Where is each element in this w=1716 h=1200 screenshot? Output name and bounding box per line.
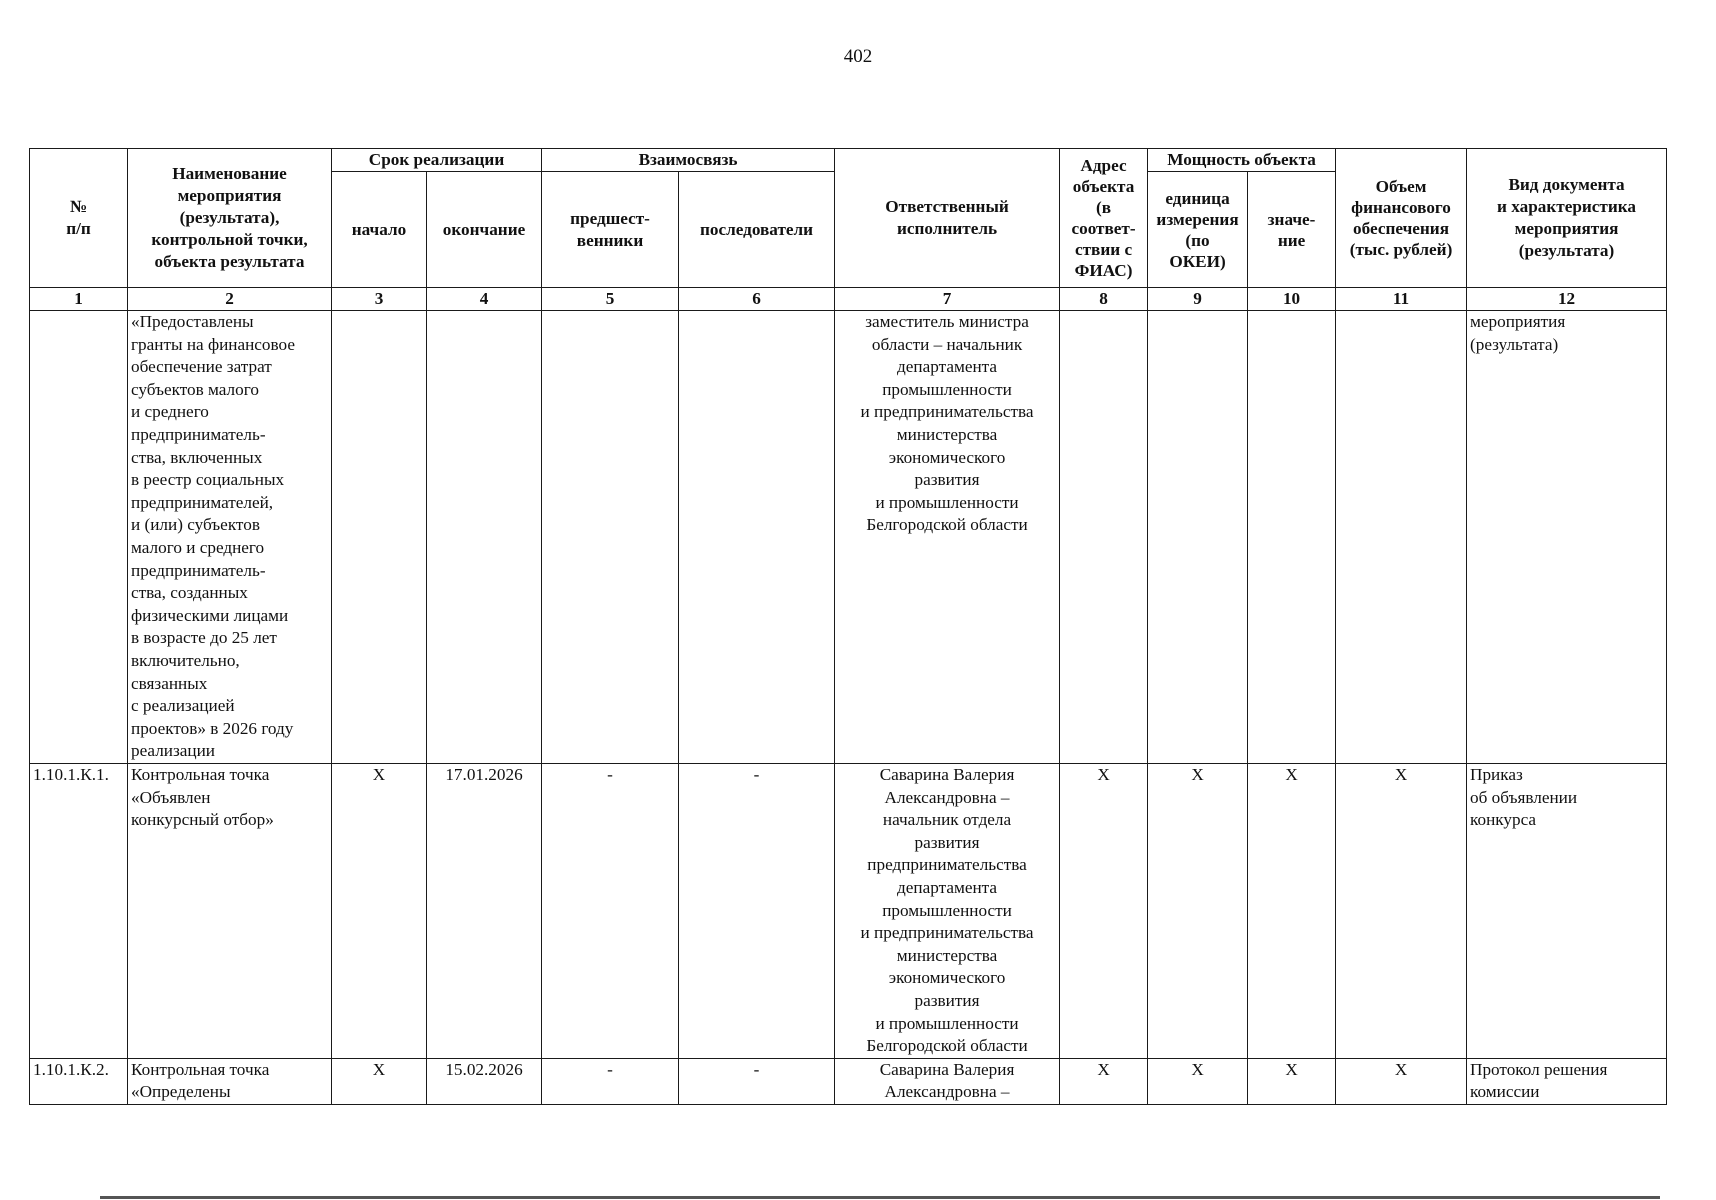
column-number: 10 (1248, 288, 1336, 311)
row-unit (1148, 311, 1248, 764)
row-doc-type: Приказ об объявлении конкурса (1467, 764, 1667, 1059)
row-predecessors: - (542, 764, 679, 1059)
row-start: X (332, 1058, 427, 1104)
row-unit: X (1148, 764, 1248, 1059)
row-executor: Саварина Валерия Александровна – начальник отдела развития предпринимательства департамента промышленности и предпринимательства министерства экономического развития и промышленности Белгородской области (835, 764, 1060, 1059)
row-name: «Предоставлены гранты на финансовое обеспечение затрат субъектов малого и среднего предприниматель- ства, включенных в реестр социальных предпринимателей, и (или) субъектов малого и среднего предприниматель- ства, созданных физическими лицами в возрасте до 25 лет включительно, связанных с реализацией проектов» в 2026 году реализации (128, 311, 332, 764)
header-predecessors: предшест- венники (542, 172, 679, 288)
row-predecessors: - (542, 1058, 679, 1104)
header-finance: Объем финансового обеспечения (тыс. рублей) (1336, 149, 1467, 288)
row-value: X (1248, 764, 1336, 1059)
column-numbers-row (30, 288, 1667, 311)
column-number: 2 (128, 288, 332, 311)
row-address: X (1060, 764, 1148, 1059)
header-num: № п/п (30, 149, 128, 288)
row-doc-type: мероприятия (результата) (1467, 311, 1667, 764)
column-number: 6 (679, 288, 835, 311)
column-number: 9 (1148, 288, 1248, 311)
row-start: X (332, 764, 427, 1059)
table-row (30, 764, 1667, 1059)
header-capacity-group: Мощность объекта (1148, 149, 1336, 172)
header-start: начало (332, 172, 427, 288)
row-successors: - (679, 764, 835, 1059)
header-unit: единица измерения (по ОКЕИ) (1148, 172, 1248, 288)
row-executor: Саварина Валерия Александровна – (835, 1058, 1060, 1104)
row-end (427, 311, 542, 764)
row-doc-type: Протокол решения комиссии (1467, 1058, 1667, 1104)
row-successors (679, 311, 835, 764)
column-number: 7 (835, 288, 1060, 311)
header-value: значе- ние (1248, 172, 1336, 288)
page-number: 402 (843, 46, 873, 67)
row-predecessors (542, 311, 679, 764)
row-executor: заместитель министра области – начальник департамента промышленности и предпринимательства министерства экономического развития и промышленности Белгородской области (835, 311, 1060, 764)
column-number: 12 (1467, 288, 1667, 311)
row-address: X (1060, 1058, 1148, 1104)
row-finance: X (1336, 764, 1467, 1059)
row-value: X (1248, 1058, 1336, 1104)
header-doc-type: Вид документа и характеристика мероприятия (результата) (1467, 149, 1667, 288)
column-number: 4 (427, 288, 542, 311)
header-period-group: Срок реализации (332, 149, 542, 172)
measures-table (29, 148, 1667, 1105)
row-name: Контрольная точка «Объявлен конкурсный отбор» (128, 764, 332, 1059)
scan-edge-line (100, 1196, 1660, 1199)
row-start (332, 311, 427, 764)
column-number: 5 (542, 288, 679, 311)
row-num: 1.10.1.К.1. (30, 764, 128, 1059)
row-value (1248, 311, 1336, 764)
header-name: Наименование мероприятия (результата), контрольной точки, объекта результата (128, 149, 332, 288)
row-num: 1.10.1.К.2. (30, 1058, 128, 1104)
table-row (30, 311, 1667, 764)
row-finance: X (1336, 1058, 1467, 1104)
row-successors: - (679, 1058, 835, 1104)
header-relation-group: Взаимосвязь (542, 149, 835, 172)
row-unit: X (1148, 1058, 1248, 1104)
header-end: окончание (427, 172, 542, 288)
row-end: 17.01.2026 (427, 764, 542, 1059)
table-row (30, 1058, 1667, 1104)
row-finance (1336, 311, 1467, 764)
row-name: Контрольная точка «Определены (128, 1058, 332, 1104)
column-number: 8 (1060, 288, 1148, 311)
row-address (1060, 311, 1148, 764)
column-number: 1 (30, 288, 128, 311)
header-address: Адрес объекта (в соответ- ствии с ФИАС) (1060, 149, 1148, 288)
row-end: 15.02.2026 (427, 1058, 542, 1104)
column-number: 11 (1336, 288, 1467, 311)
row-num (30, 311, 128, 764)
header-successors: последователи (679, 172, 835, 288)
column-number: 3 (332, 288, 427, 311)
header-executor: Ответственный исполнитель (835, 149, 1060, 288)
